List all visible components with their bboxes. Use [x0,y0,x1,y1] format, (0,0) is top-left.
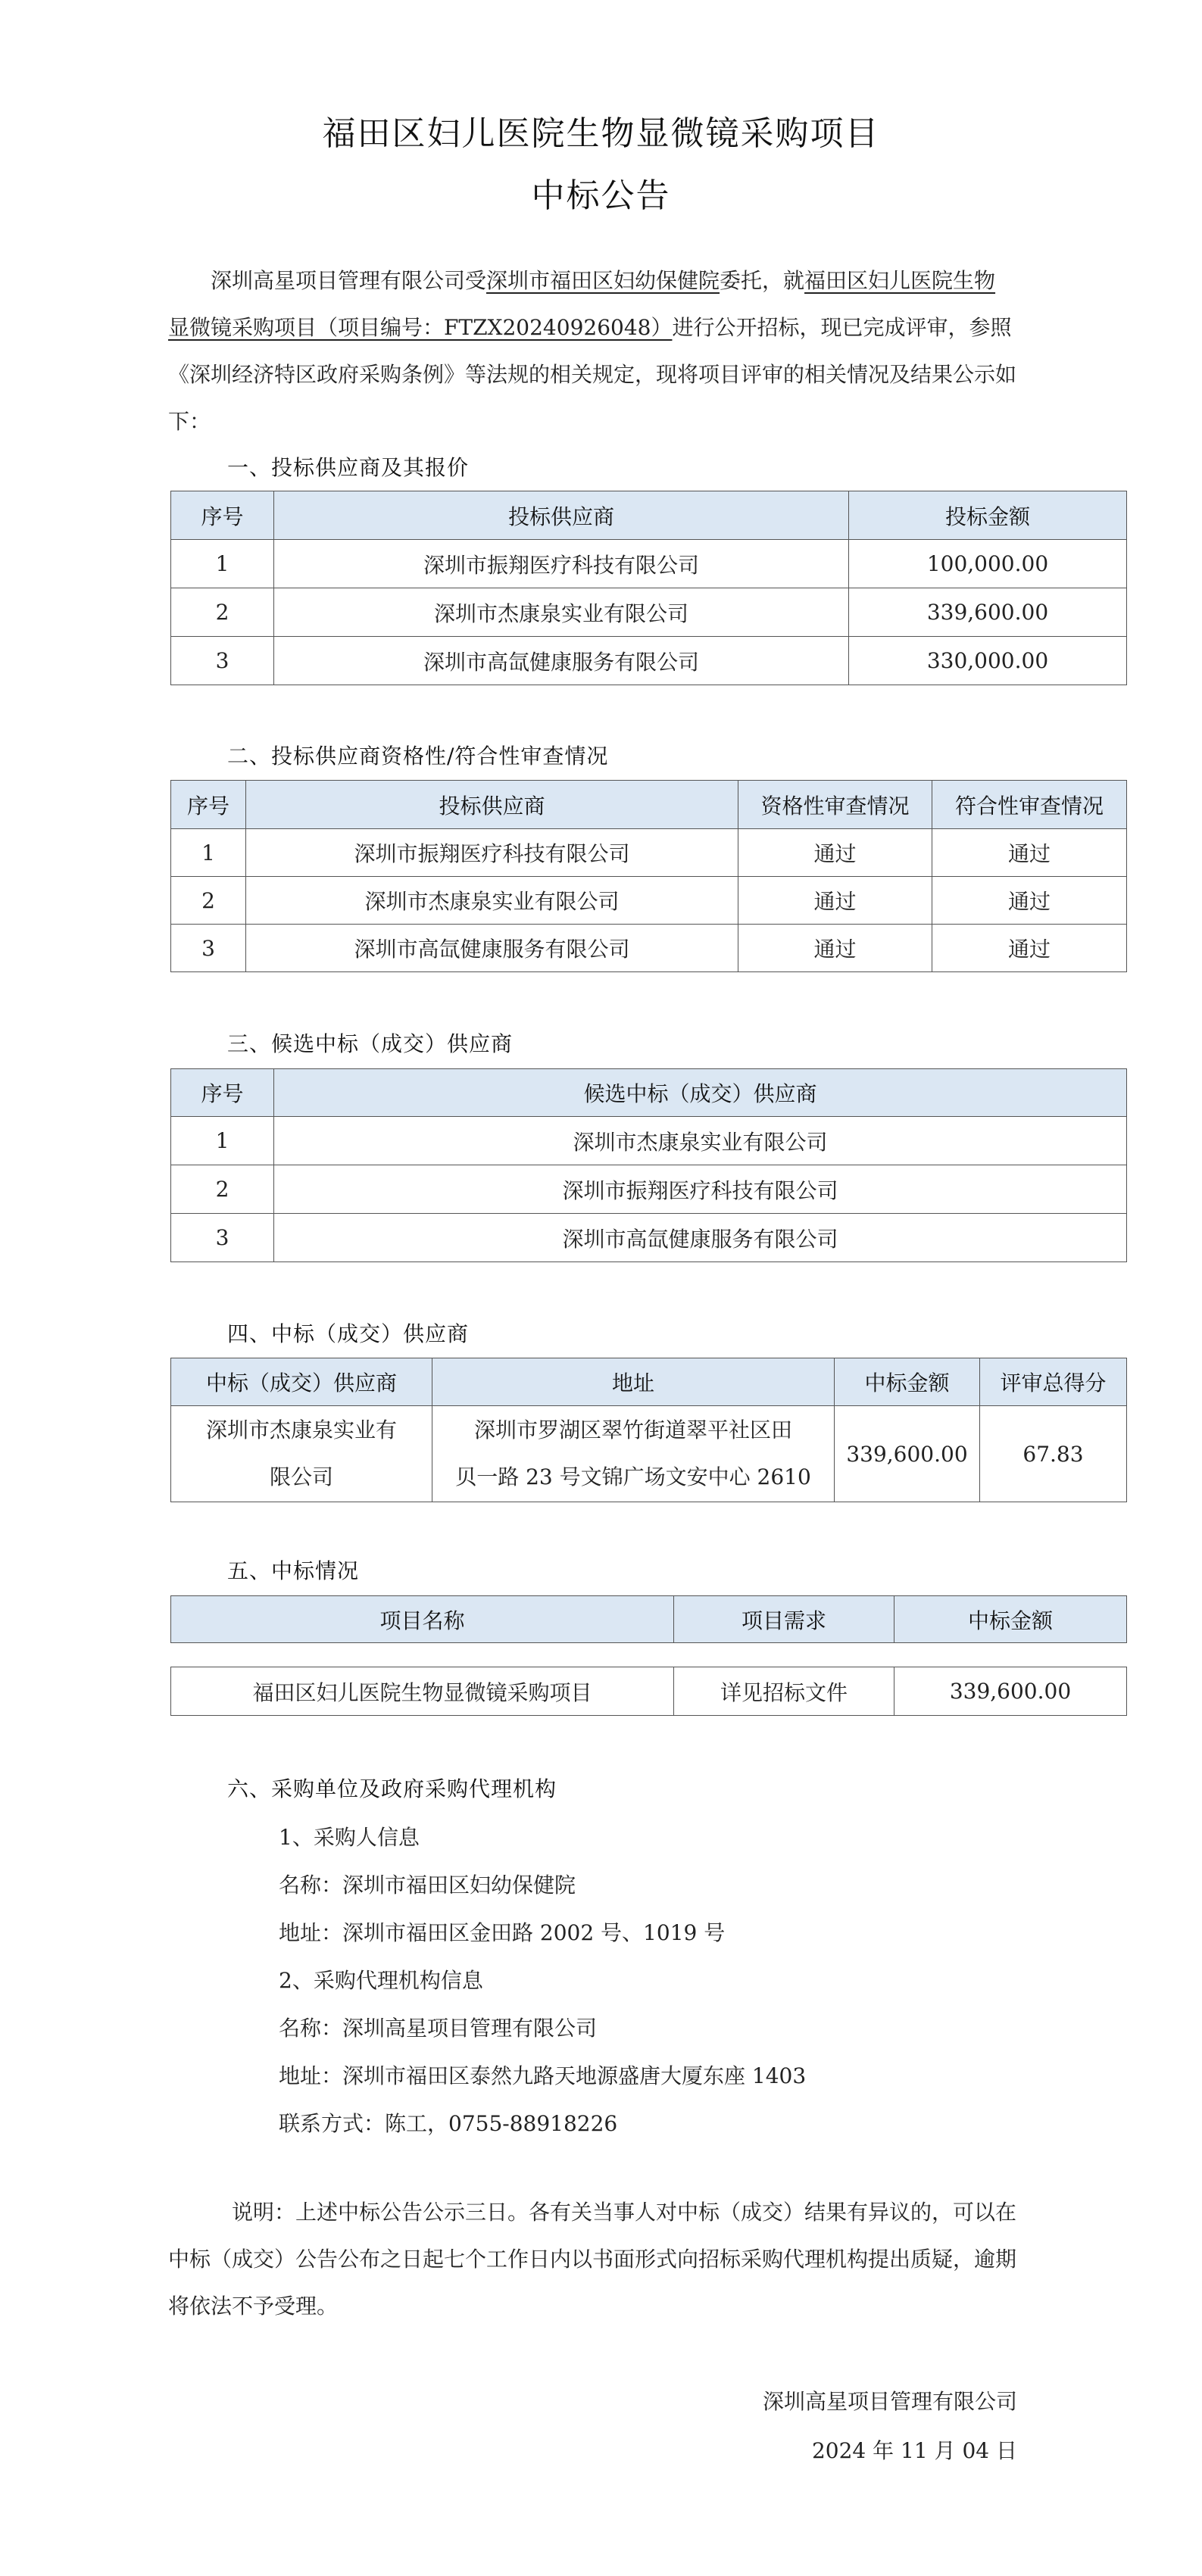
header-supplier: 投标供应商 [246,781,738,829]
qualification-table [170,780,1127,972]
cell-index: 3 [171,925,246,972]
header-supplier: 投标供应商 [274,491,849,540]
winner-table [170,1358,1127,1502]
intro-agency-text: 深圳高星项目管理有限公司受 [211,268,487,293]
cell-award-amount: 339,600.00 [894,1667,1127,1716]
table-row [171,540,1127,588]
section5-heading: 五、中标情况 [227,1558,360,1583]
cell-qualification: 通过 [738,829,932,877]
cell-amount: 100,000.00 [849,540,1127,588]
cell-compliance: 通过 [932,925,1127,972]
table-row [171,925,1127,972]
header-bid-amount: 投标金额 [849,491,1127,540]
address-line-1: 深圳市罗湖区翠竹街道翠平社区田 [473,1417,792,1442]
cell-supplier: 深圳市振翔医疗科技有限公司 [274,540,849,588]
cell-index: 1 [171,540,274,588]
cell-supplier: 深圳市高氙健康服务有限公司 [246,925,738,972]
cell-index: 1 [171,829,246,877]
address-line-2: 贝一路 23 号文锦广场文安中心 2610 [455,1464,811,1489]
header-award-amount: 中标金额 [894,1596,1127,1643]
cell-candidate: 深圳市高氙健康服务有限公司 [274,1214,1127,1262]
agency-name: 名称：深圳高星项目管理有限公司 [279,2016,598,2041]
cell-total-score: 67.83 [980,1406,1127,1502]
agency-address: 地址：深圳市福田区泰然九路天地源盛唐大厦东座 1403 [279,2063,807,2088]
header-award-amount: 中标金额 [835,1358,980,1406]
table-row [171,1117,1127,1165]
award-table-header [171,1596,1127,1643]
notice-title: 福田区妇儿医院生物显微镜采购项目 [322,114,880,153]
cell-address [432,1406,835,1502]
header-qualification: 资格性审查情况 [738,781,932,829]
cell-index: 2 [171,588,274,637]
header-project-name: 项目名称 [171,1596,674,1643]
notice-subtitle: 中标公告 [531,176,671,215]
cell-index: 3 [171,637,274,685]
winner-line-2: 限公司 [269,1464,333,1489]
award-table [170,1667,1127,1716]
header-project-requirement: 项目需求 [674,1596,894,1643]
cell-index: 3 [171,1214,274,1262]
candidate-table [170,1068,1127,1262]
signing-date: 2024 年 11 月 04 日 [811,2438,1017,2463]
cell-amount: 339,600.00 [849,588,1127,637]
intro-purchaser-text: 深圳市福田区妇幼保健院 [486,268,720,293]
bid-table [170,491,1127,685]
table-row [171,1406,1127,1502]
signing-company: 深圳高星项目管理有限公司 [762,2389,1017,2414]
table-row [171,829,1127,877]
table-row [171,1214,1127,1262]
section2-heading: 二、投标供应商资格性/符合性审查情况 [227,744,609,769]
section6-heading: 六、采购单位及政府采购代理机构 [227,1776,557,1801]
cell-amount: 330,000.00 [849,637,1127,685]
table-row [171,637,1127,685]
section4-heading: 四、中标（成交）供应商 [227,1321,470,1346]
header-index: 序号 [171,1069,274,1117]
header-candidate: 候选中标（成交）供应商 [274,1069,1127,1117]
cell-supplier: 深圳市杰康泉实业有限公司 [246,877,738,925]
cell-index: 2 [171,1165,274,1214]
table-row [171,1667,1127,1716]
cell-award-amount: 339,600.00 [835,1406,980,1502]
cell-compliance: 通过 [932,829,1127,877]
cell-supplier: 深圳市杰康泉实业有限公司 [274,588,849,637]
cell-candidate: 深圳市杰康泉实业有限公司 [274,1117,1127,1165]
agency-title: 2、采购代理机构信息 [279,1968,483,1993]
header-total-score: 评审总得分 [980,1358,1127,1406]
table-row [171,588,1127,637]
award-header-table [170,1595,1127,1643]
note-paragraph: 说明：上述中标公告公示三日。各有关当事人对中标（成交）结果有异议的，可以在中标（成交）公告公布之日起七个工作日内以书面形式向招标采购代理机构提出质疑，逾期将依法不予受理。 [168,2200,1017,2319]
header-winner: 中标（成交）供应商 [171,1358,432,1406]
winner-table-header [171,1358,1127,1406]
cell-candidate: 深圳市振翔医疗科技有限公司 [274,1165,1127,1214]
intro-entrust-text: 委托，就 [720,268,805,293]
purchaser-address: 地址：深圳市福田区金田路 2002 号、1019 号 [279,1920,726,1945]
cell-index: 1 [171,1117,274,1165]
table-row [171,877,1127,925]
header-index: 序号 [171,491,274,540]
section3-heading: 三、候选中标（成交）供应商 [227,1031,514,1056]
header-address: 地址 [432,1358,835,1406]
candidate-table-header [171,1069,1127,1117]
header-compliance: 符合性审查情况 [932,781,1127,829]
intro-rest-text: 进行公开招标，现已完成评审，参照《深圳经济特区政府采购条例》等法规的相关规定，现将项目评审的相关情况及结果公示如下： [168,315,1017,434]
cell-qualification: 通过 [738,877,932,925]
bid-table-header [171,491,1127,540]
cell-project-requirement: 详见招标文件 [674,1667,894,1716]
cell-compliance: 通过 [932,877,1127,925]
cell-qualification: 通过 [738,925,932,972]
cell-supplier: 深圳市振翔医疗科技有限公司 [246,829,738,877]
section1-heading: 一、投标供应商及其报价 [227,455,470,480]
qualification-table-header [171,781,1127,829]
purchaser-title: 1、采购人信息 [279,1825,420,1850]
cell-index: 2 [171,877,246,925]
table-row [171,1165,1127,1214]
cell-supplier: 深圳市高氙健康服务有限公司 [274,637,849,685]
intro-project-text: 福田区妇儿医院生物显微镜采购项目（项目编号：FTZX20240926048） [168,268,996,340]
intro-paragraph [168,257,1016,445]
purchaser-name: 名称：深圳市福田区妇幼保健院 [279,1873,576,1898]
cell-project-name: 福田区妇儿医院生物显微镜采购项目 [171,1667,674,1716]
winner-line-1: 深圳市杰康泉实业有 [205,1417,397,1442]
cell-winner [171,1406,432,1502]
agency-contact: 联系方式：陈工，0755-88918226 [279,2111,618,2136]
header-index: 序号 [171,781,246,829]
